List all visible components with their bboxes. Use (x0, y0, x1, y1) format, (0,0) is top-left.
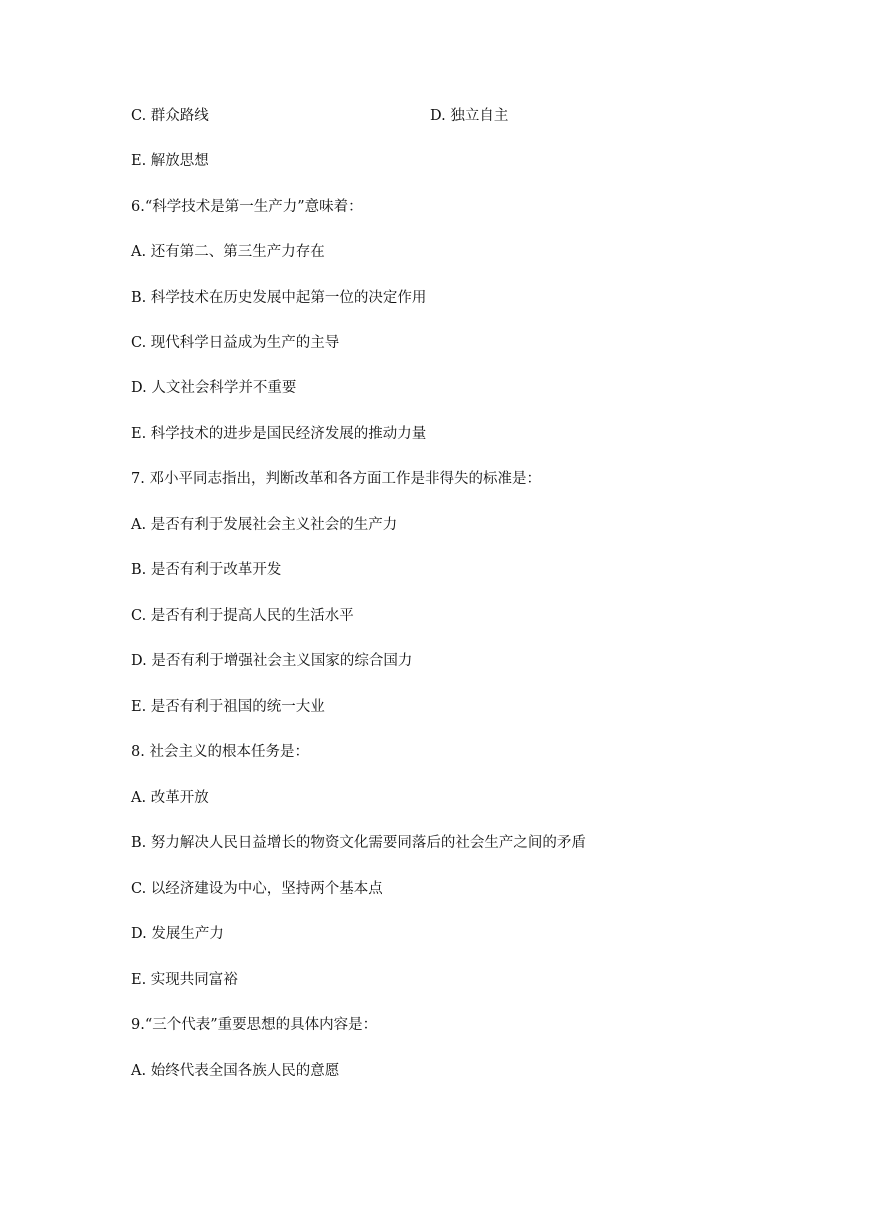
q7-option-c: C. 是否有利于提高人民的生活水平 (131, 608, 354, 624)
q8-option-b: B. 努力解决人民日益增长的物资文化需要同落后的社会生产之间的矛盾 (131, 835, 586, 851)
q8-option-a: A. 改革开放 (131, 790, 209, 806)
q6-option-e: E. 科学技术的进步是国民经济发展的推动力量 (131, 426, 427, 442)
option-e-emancipate-mind: E. 解放思想 (131, 153, 209, 169)
question-8: 8. 社会主义的根本任务是： (131, 744, 309, 760)
option-d-independence: D. 独立自主 (430, 108, 509, 124)
question-7: 7. 邓小平同志指出，判断改革和各方面工作是非得失的标准是： (131, 471, 541, 487)
q6-option-b: B. 科学技术在历史发展中起第一位的决定作用 (131, 290, 427, 306)
q6-option-d: D. 人文社会科学并不重要 (131, 380, 297, 396)
question-9: 9.“三个代表”重要思想的具体内容是： (131, 1017, 378, 1033)
q8-option-d: D. 发展生产力 (131, 926, 224, 942)
q9-option-a: A. 始终代表全国各族人民的意愿 (131, 1063, 340, 1079)
q7-option-e: E. 是否有利于祖国的统一大业 (131, 699, 325, 715)
q8-option-c: C. 以经济建设为中心，坚持两个基本点 (131, 881, 383, 897)
q7-option-d: D. 是否有利于增强社会主义国家的综合国力 (131, 653, 413, 669)
q7-option-a: A. 是否有利于发展社会主义社会的生产力 (131, 517, 398, 533)
q8-option-e: E. 实现共同富裕 (131, 972, 238, 988)
question-6: 6.“科学技术是第一生产力”意味着： (131, 199, 363, 215)
q6-option-c: C. 现代科学日益成为生产的主导 (131, 335, 340, 351)
q7-option-b: B. 是否有利于改革开发 (131, 562, 282, 578)
q6-option-a: A. 还有第二、第三生产力存在 (131, 244, 325, 260)
option-text: C. 群众路线 (131, 108, 209, 124)
option-c-mass-line (131, 106, 509, 126)
